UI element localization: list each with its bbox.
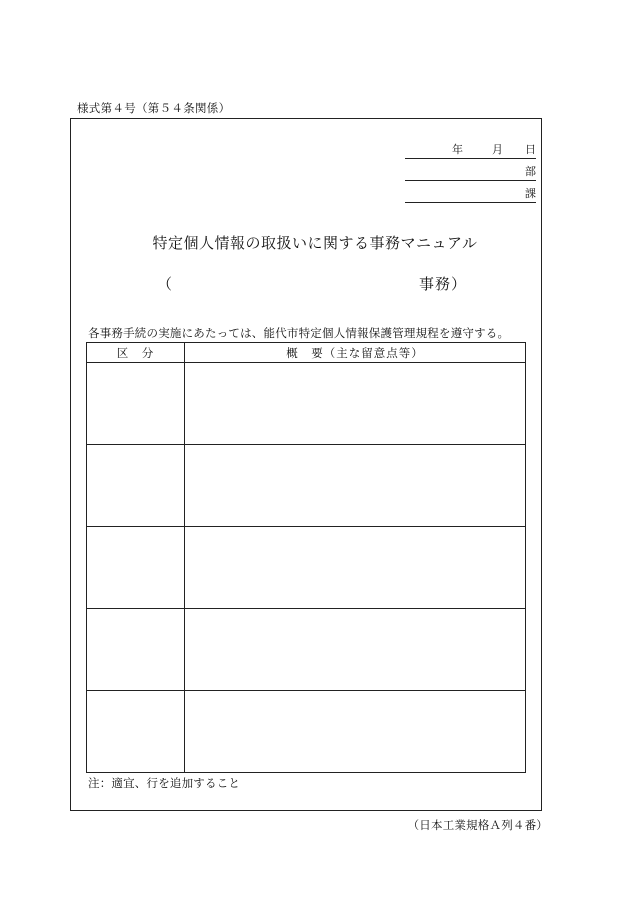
- section-line[interactable]: [405, 186, 536, 203]
- document-title: 特定個人情報の取扱いに関する事務マニュアル: [152, 234, 478, 252]
- day-label: 日: [525, 143, 536, 156]
- summary-cell[interactable]: [185, 527, 526, 609]
- category-cell[interactable]: [87, 445, 185, 527]
- department-line[interactable]: [405, 164, 536, 181]
- section-label: 課: [525, 187, 536, 200]
- table-row: [87, 527, 526, 609]
- table-row: [87, 609, 526, 691]
- month-label: 月: [492, 143, 503, 156]
- form-number-label: 様式第４号（第５４条関係）: [77, 101, 231, 115]
- header-summary: 概 要（主な留意点等）: [185, 343, 526, 363]
- manual-table: [86, 342, 526, 773]
- subtitle-suffix: 事務）: [419, 275, 468, 293]
- footnote: 注：適宜、行を追加すること: [88, 776, 241, 790]
- year-label: 年: [452, 143, 463, 156]
- subtitle-open-paren: （: [157, 275, 173, 293]
- category-cell[interactable]: [87, 363, 185, 445]
- table-header-row: [87, 343, 526, 363]
- table-row: [87, 363, 526, 445]
- date-line[interactable]: [405, 142, 536, 159]
- summary-cell[interactable]: [185, 363, 526, 445]
- department-label: 部: [525, 165, 536, 178]
- paper-size-note: （日本工業規格Ａ列４番）: [407, 818, 548, 832]
- table-row: [87, 691, 526, 773]
- header-category: 区 分: [87, 343, 185, 363]
- summary-cell[interactable]: [185, 445, 526, 527]
- summary-cell[interactable]: [185, 609, 526, 691]
- category-cell[interactable]: [87, 691, 185, 773]
- table-row: [87, 445, 526, 527]
- summary-cell[interactable]: [185, 691, 526, 773]
- compliance-notice: 各事務手続の実施にあたっては、能代市特定個人情報保護管理規程を遵守する。: [88, 326, 510, 340]
- category-cell[interactable]: [87, 527, 185, 609]
- category-cell[interactable]: [87, 609, 185, 691]
- date-department-block: [405, 142, 536, 208]
